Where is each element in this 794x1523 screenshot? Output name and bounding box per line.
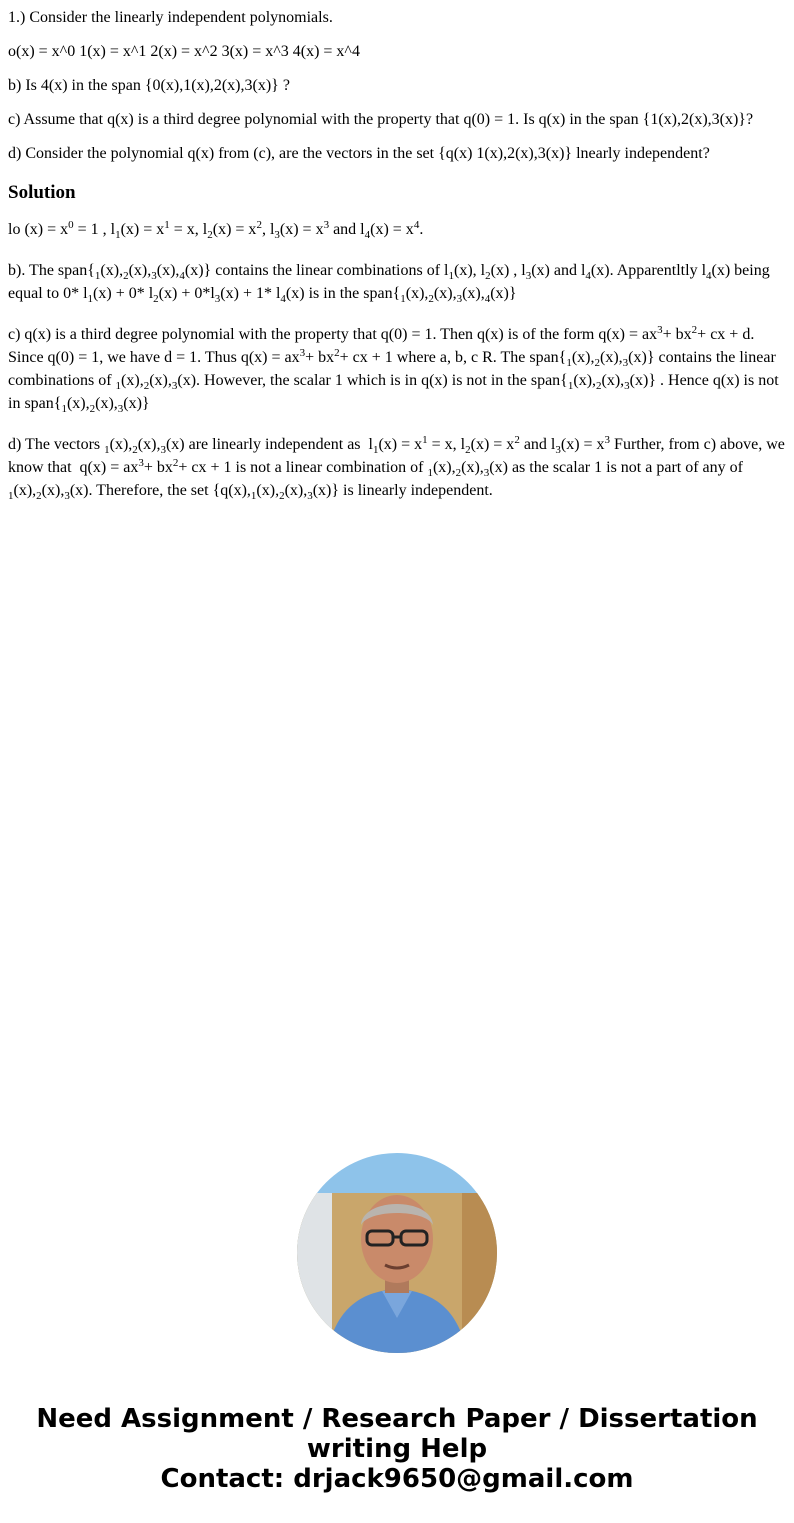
question-c: c) Assume that q(x) is a third degree polynomial with the property that q(0) = 1. Is q(x) in the span {1(x),2(x),3(x)}? — [8, 111, 754, 128]
document-body — [8, 6, 790, 520]
footer-contact: Contact: drjack9650@gmail.com — [160, 1464, 634, 1494]
solution-definitions: lo $(x) = x^0 = 1$ , $l_1(x) = x^1 = x$, $l_2(x) = x^2$, $l_3(x) = x^3$ and $l_4(x) = x^4$. — [8, 219, 424, 241]
solution-heading: Solution — [8, 182, 76, 203]
solution-body — [8, 218, 790, 502]
footer-line-1: Need Assignment / Research Paper / Dissertation — [36, 1404, 758, 1434]
solution-c: c) q(x) is a third degree polynomial with the property that q(0) = 1. Then q(x) is of the form $q(x) = ax^3+ bx^2+$ cx + d. Since q(0) = 1, we have d = 1. Thus $q(x) = ax^3+ bx^2+$ cx + 1 where a, b, c R. The $span\{_1(x),_2(x),_3(x)\}$ contains the linear combinations of $_1(x),_2(x),_3(x)$. However, the scalar 1 which is in q(x) is not in the $span\{_1(x),_2(x),_3(x)\}$ . Hence q(x) is not in $span\{_1(x),_2(x),_3(x)\}$ — [8, 324, 779, 415]
footer-banner — [0, 1404, 794, 1494]
footer-line-2: writing Help — [306, 1434, 488, 1464]
question-definitions: o(x) = x^0 1(x) = x^1 2(x) = x^2 3(x) = x^3 4(x) = x^4 — [8, 43, 360, 60]
author-avatar — [297, 1153, 497, 1353]
solution-b: b). The $span\{_1(x),_2(x),_3(x),_4(x)\}$ contains the linear combinations of $l_1(x)$, $l_2(x)$ , $l_3(x)$ and $l_4(x)$. Apparentltly $l_4(x)$ being equal to 0* $l_1(x) + 0*$ $l_2(x) + 0*l_3(x) + 1*$ $l_4(x)$ is in the $span\{_1(x),_2(x),_3(x),_4(x)\}$ — [8, 262, 770, 305]
solution-d: d) The vectors $_1(x),_2(x),_3(x)$ are linearly independent as $l_1(x) = x^1 = x$, $l_2(x) = x^2$ and $l_3(x) = x^3$ Further, from c) above, we know that $q(x) = ax^3+ bx^2+$ cx + 1 is not a linear combination of $_1(x),_2(x),_3(x)$ as the scalar 1 is not a part of any of $_1(x),_2(x),_3(x)$. Therefore, the set $\{q(x),_1(x),_2(x),_3(x)\}$ is linearly independent. — [8, 434, 785, 502]
question-intro: 1.) Consider the linearly independent polynomials. — [8, 9, 333, 26]
question-d: d) Consider the polynomial q(x) from (c), are the vectors in the set {q(x) 1(x),2(x),3(x)} lnearly independent? — [8, 145, 710, 162]
author-photo — [297, 1153, 497, 1353]
question-b: b) Is 4(x) in the span {0(x),1(x),2(x),3(x)} ? — [8, 77, 290, 94]
